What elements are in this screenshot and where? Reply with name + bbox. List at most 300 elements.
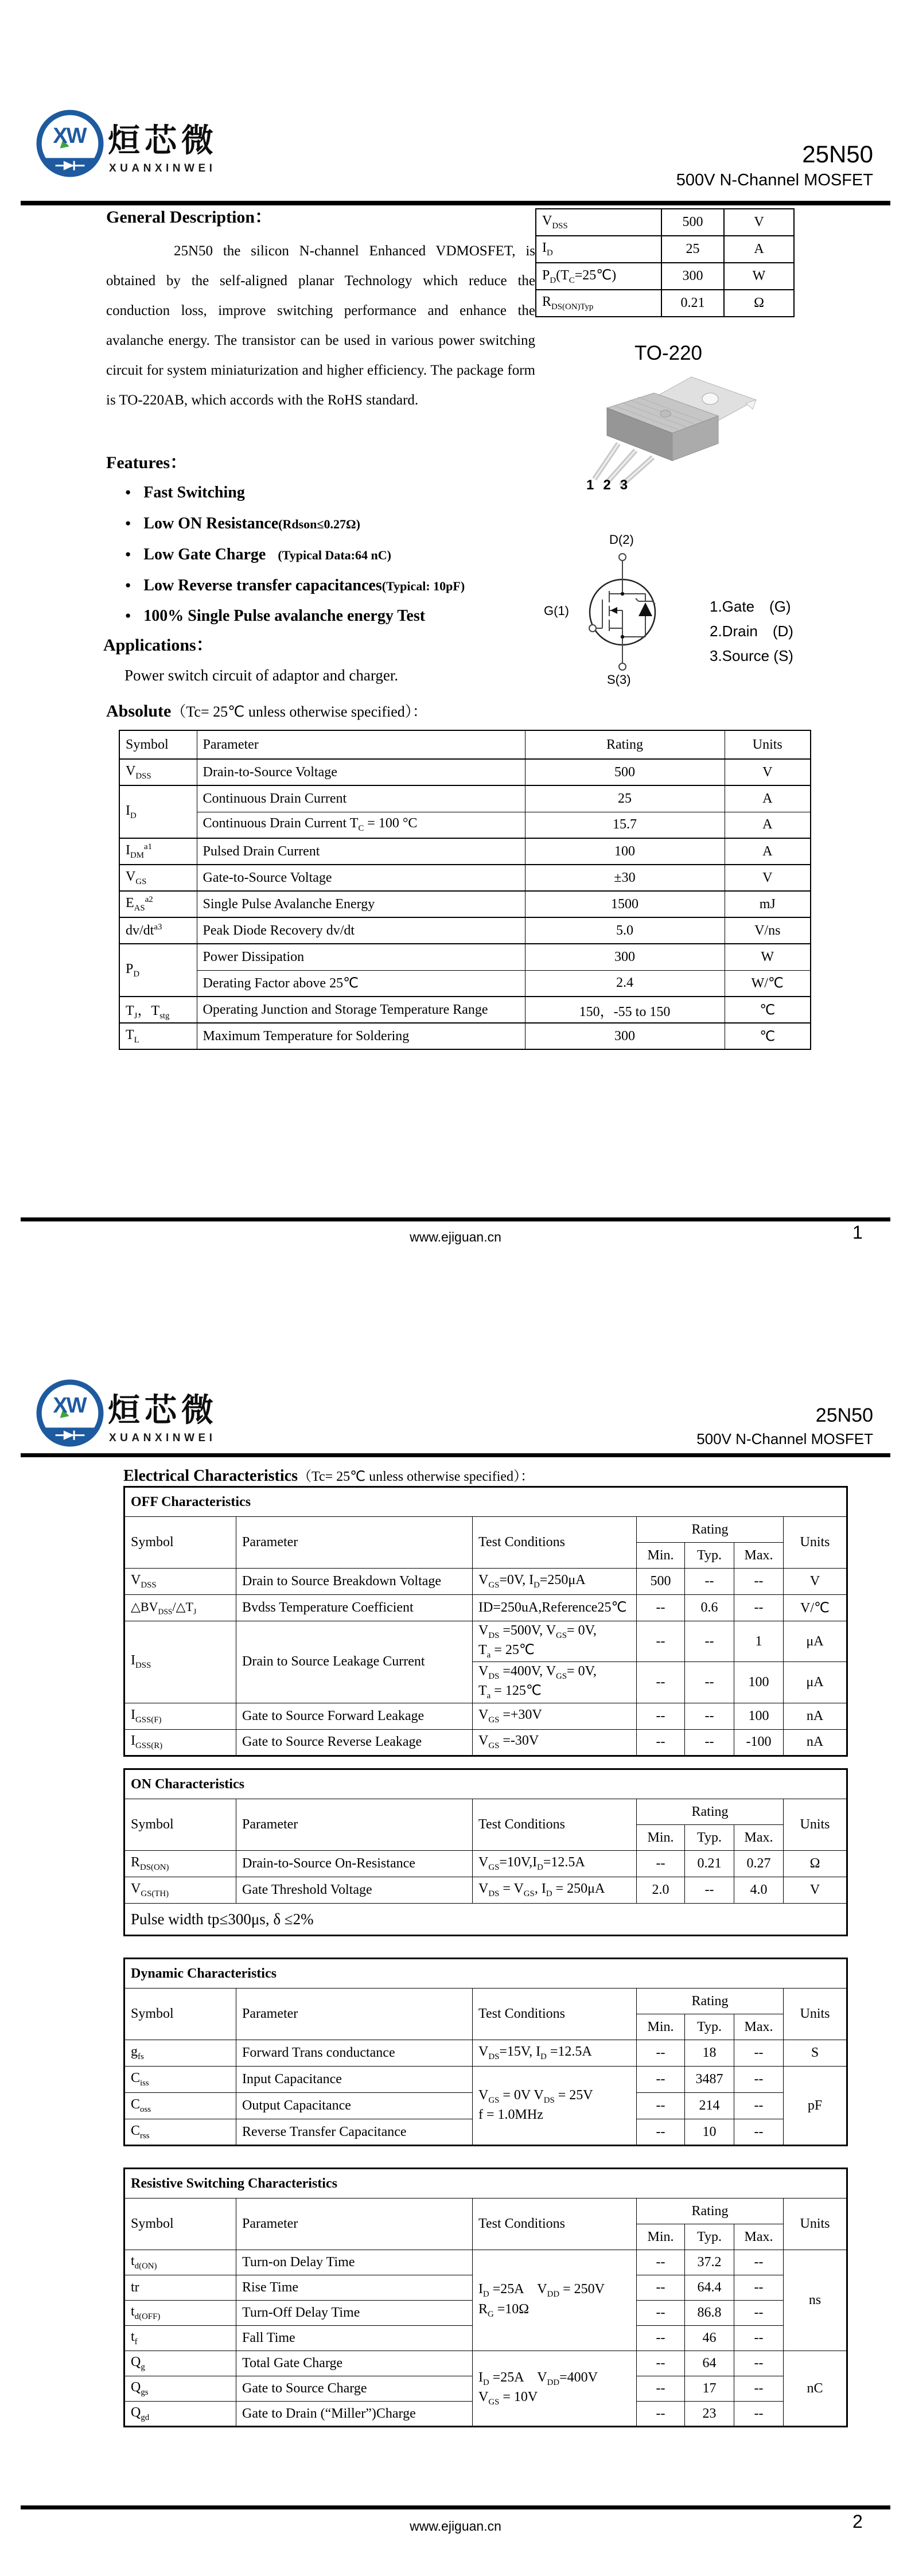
legend-item: 2.Drain (D) bbox=[710, 622, 793, 640]
units-cell: Ω bbox=[784, 1851, 847, 1877]
test-conditions-cell: $V_{GS}=10V,I_D=12.5A$ bbox=[473, 1851, 637, 1877]
company-logo bbox=[36, 109, 104, 178]
units-cell: nA bbox=[784, 1703, 847, 1729]
symbol-cell: $T_L$ bbox=[119, 1023, 197, 1049]
table-row bbox=[119, 944, 811, 970]
max-cell: -100 bbox=[734, 1729, 784, 1756]
units-cell: μA bbox=[784, 1662, 847, 1703]
package-pin-numbers bbox=[586, 477, 637, 493]
units-cell: W bbox=[725, 944, 811, 970]
units-cell: S bbox=[784, 2040, 847, 2067]
bullet-icon: ● bbox=[125, 548, 131, 559]
parameter-cell: Fall Time bbox=[236, 2326, 473, 2351]
test-conditions-cell: $I_D =25A$ $V_{DD}=400V$ $V_{GS} = 10V$ bbox=[473, 2351, 637, 2427]
header-typ: Typ. bbox=[685, 1825, 734, 1851]
part-subtitle: 500V N-Channel MOSFET bbox=[676, 171, 873, 189]
absolute-title bbox=[106, 700, 427, 722]
table-row bbox=[124, 2250, 847, 2275]
header-min: Min. bbox=[637, 1825, 685, 1851]
symbol-cell: $\triangle BV_{DSS}/\triangle T_J$ bbox=[124, 1595, 236, 1621]
symbol-cell: $I_{GSS(F)}$ bbox=[124, 1703, 236, 1729]
test-conditions-cell: $V_{DS} =400V$, $V_{GS}= 0V$, $T_a$ = 125℃ bbox=[473, 1662, 637, 1703]
max-cell: 100 bbox=[734, 1662, 784, 1703]
max-cell: -- bbox=[734, 2119, 784, 2146]
typ-cell: 18 bbox=[685, 2040, 734, 2067]
header-parameter: Parameter bbox=[236, 1517, 473, 1569]
header-units: Units bbox=[784, 1989, 847, 2040]
parameter-cell: Forward Trans conductance bbox=[236, 2040, 473, 2067]
header-units: Units bbox=[784, 2198, 847, 2250]
bullet-icon: ● bbox=[125, 610, 131, 621]
header-max: Max. bbox=[734, 1825, 784, 1851]
bullet-icon: ● bbox=[125, 579, 131, 590]
symbol-cell: $R_{DS(ON)Typ}$ bbox=[536, 290, 661, 317]
header-typ: Typ. bbox=[685, 2224, 734, 2250]
min-cell: -- bbox=[637, 2301, 685, 2326]
table-row bbox=[124, 1729, 847, 1756]
section-title: Resistive Switching Characteristics bbox=[124, 2169, 847, 2198]
parameter-cell: Gate to Source Forward Leakage bbox=[236, 1703, 473, 1729]
header-rule bbox=[21, 201, 890, 205]
table-row bbox=[536, 290, 794, 317]
header-units: Units bbox=[784, 1517, 847, 1569]
company-name-en: XUANXINWEI bbox=[109, 1432, 216, 1444]
rating-cell: 100 bbox=[525, 838, 725, 865]
symbol-cell: $I_D$ bbox=[536, 236, 661, 263]
typ-cell: -- bbox=[685, 1703, 734, 1729]
page-2 bbox=[0, 1288, 911, 2576]
parameter-cell: Peak Diode Recovery dv/dt bbox=[197, 917, 525, 944]
section-title: Dynamic Characteristics bbox=[124, 1959, 847, 1989]
max-cell: 4.0 bbox=[734, 1877, 784, 1904]
unit-cell: W bbox=[724, 263, 794, 290]
max-cell: -- bbox=[734, 2040, 784, 2067]
bullet-icon: ● bbox=[125, 487, 131, 497]
symbol-cell: $dv/dt^{a3}$ bbox=[119, 917, 197, 944]
parameter-cell: Gate-to-Source Voltage bbox=[197, 865, 525, 891]
parameter-cell: Gate to Source Charge bbox=[236, 2376, 473, 2402]
rating-cell: 1500 bbox=[525, 891, 725, 917]
min-cell: 2.0 bbox=[637, 1877, 685, 1904]
max-cell: -- bbox=[734, 2402, 784, 2427]
rating-cell: 5.0 bbox=[525, 917, 725, 944]
max-cell: -- bbox=[734, 2326, 784, 2351]
table-row bbox=[119, 891, 811, 917]
section-header-row bbox=[124, 1959, 847, 1989]
min-cell: -- bbox=[637, 2351, 685, 2376]
symbol-cell: $V_{DSS}$ bbox=[536, 209, 661, 236]
page-number: 2 bbox=[852, 2511, 863, 2532]
max-cell: -- bbox=[734, 2376, 784, 2402]
symbol-cell: $C_{oss}$ bbox=[124, 2093, 236, 2119]
header-symbol: Symbol bbox=[124, 1989, 236, 2040]
absolute-ratings-table bbox=[119, 730, 811, 1050]
test-conditions-cell: $V_{DS} = V_{GS}$, $I_D = 250\mu A$ bbox=[473, 1877, 637, 1904]
resistive-switching-table bbox=[123, 2168, 848, 2427]
header-symbol: Symbol bbox=[124, 1517, 236, 1569]
typ-cell: -- bbox=[685, 1729, 734, 1756]
pin-number: 2 bbox=[603, 477, 611, 493]
header-test-conditions: Test Conditions bbox=[473, 2198, 637, 2250]
header-test-conditions: Test Conditions bbox=[473, 1799, 637, 1851]
header-min: Min. bbox=[637, 2014, 685, 2040]
package-image bbox=[574, 370, 763, 493]
typ-cell: 64.4 bbox=[685, 2275, 734, 2301]
min-cell: -- bbox=[637, 2275, 685, 2301]
table-row bbox=[536, 263, 794, 290]
typ-cell: 3487 bbox=[685, 2067, 734, 2093]
parameter-cell: Drain to Source Leakage Current bbox=[236, 1621, 473, 1703]
table-header-row bbox=[124, 1799, 847, 1825]
units-cell: mJ bbox=[725, 891, 811, 917]
footer-website: www.ejiguan.cn bbox=[410, 2519, 501, 2534]
section-header-row bbox=[124, 1769, 847, 1799]
typ-cell: 37.2 bbox=[685, 2250, 734, 2275]
on-characteristics-table bbox=[123, 1768, 848, 1936]
parameter-cell: Rise Time bbox=[236, 2275, 473, 2301]
header-max: Max. bbox=[734, 2224, 784, 2250]
header-max: Max. bbox=[734, 2014, 784, 2040]
units-cell: μA bbox=[784, 1621, 847, 1662]
symbol-cell: tr bbox=[124, 2275, 236, 2301]
section-header-row bbox=[124, 1487, 847, 1517]
symbol-cell: $I_D$ bbox=[119, 785, 197, 838]
part-number: 25N50 bbox=[802, 141, 873, 168]
rating-cell: 500 bbox=[525, 759, 725, 785]
units-cell: V/℃ bbox=[784, 1595, 847, 1621]
header-rating: Rating bbox=[637, 2198, 784, 2224]
value-cell: 25 bbox=[661, 236, 724, 263]
table-row bbox=[119, 759, 811, 785]
parameter-cell: Drain-to-Source Voltage bbox=[197, 759, 525, 785]
general-description-body: 25N50 the silicon N-channel Enhanced VDMOSFET, is obtained by the self-aligned planar Technology which reduce the conduction loss, improve switching performance and enhance the avalanche energy. The transistor can be used in various power switching circuit for system miniaturization and higher efficiency. The package form is TO-220AB, which accords with the RoHS standard. bbox=[106, 243, 535, 408]
header-max: Max. bbox=[734, 1543, 784, 1569]
units-cell: ℃ bbox=[725, 1023, 811, 1049]
max-cell: -- bbox=[734, 2093, 784, 2119]
units-cell: A bbox=[725, 838, 811, 865]
header-typ: Typ. bbox=[685, 2014, 734, 2040]
units-cell: nC bbox=[784, 2351, 847, 2427]
max-cell: -- bbox=[734, 2275, 784, 2301]
parameter-cell: Total Gate Charge bbox=[236, 2351, 473, 2376]
header-min: Min. bbox=[637, 2224, 685, 2250]
rating-cell: 2.4 bbox=[525, 970, 725, 997]
parameter-cell: Pulsed Drain Current bbox=[197, 838, 525, 865]
rating-cell: ±30 bbox=[525, 865, 725, 891]
table-row bbox=[124, 2067, 847, 2093]
test-conditions-cell: $I_D =25A$ $V_{DD} = 250V$ $R_G =10\Omega$ bbox=[473, 2250, 637, 2351]
min-cell: -- bbox=[637, 1662, 685, 1703]
footer-rule bbox=[21, 1217, 890, 1221]
legend-item: 3.Source (S) bbox=[710, 647, 793, 664]
units-cell: V bbox=[784, 1877, 847, 1904]
typ-cell: 64 bbox=[685, 2351, 734, 2376]
header-symbol: Symbol bbox=[124, 2198, 236, 2250]
feature-item bbox=[125, 515, 360, 533]
applications-title: Applications： bbox=[103, 636, 213, 655]
typ-cell: -- bbox=[685, 1662, 734, 1703]
pin-number: 1 bbox=[586, 477, 594, 493]
header-symbol: Symbol bbox=[124, 1799, 236, 1851]
parameter-cell: Reverse Transfer Capacitance bbox=[236, 2119, 473, 2146]
unit-cell: Ω bbox=[724, 290, 794, 317]
parameter-cell: Gate to Source Reverse Leakage bbox=[236, 1729, 473, 1756]
electrical-characteristics-title bbox=[123, 1465, 534, 1485]
units-cell: W/℃ bbox=[725, 970, 811, 997]
symbol-cell: $R_{DS(ON)}$ bbox=[124, 1851, 236, 1877]
parameter-cell: Power Dissipation bbox=[197, 944, 525, 970]
test-conditions-cell: $V_{GS} = 0V$ $V_{DS} = 25V$ f = 1.0MHz bbox=[473, 2067, 637, 2146]
symbol-cell: $V_{DSS}$ bbox=[119, 759, 197, 785]
parameter-cell: Single Pulse Avalanche Energy bbox=[197, 891, 525, 917]
logo-monogram: XW bbox=[53, 124, 86, 148]
absolute-title-bold: Absolute bbox=[106, 702, 172, 721]
table-header-row bbox=[124, 2198, 847, 2224]
table-row bbox=[119, 997, 811, 1023]
symbol-cell: $I_{DSS}$ bbox=[124, 1621, 236, 1703]
spec-summary-table bbox=[535, 208, 795, 317]
units-cell: V bbox=[725, 865, 811, 891]
parameter-cell: Input Capacitance bbox=[236, 2067, 473, 2093]
max-cell: 1 bbox=[734, 1621, 784, 1662]
symbol-cell: $P_D$ bbox=[119, 944, 197, 997]
company-name-cn: 烜芯微 bbox=[108, 1393, 218, 1429]
header-rating: Rating bbox=[637, 1989, 784, 2014]
min-cell: 500 bbox=[637, 1569, 685, 1595]
symbol-cell: $V_{DSS}$ bbox=[124, 1569, 236, 1595]
max-cell: -- bbox=[734, 1595, 784, 1621]
symbol-cell: $g_{fs}$ bbox=[124, 2040, 236, 2067]
rating-cell: 25 bbox=[525, 785, 725, 812]
feature-item bbox=[125, 546, 391, 564]
units-cell: A bbox=[725, 812, 811, 838]
feature-item bbox=[125, 484, 245, 502]
company-logo bbox=[36, 1379, 104, 1447]
header-rating: Rating bbox=[525, 730, 725, 759]
symbol-cell: $C_{rss}$ bbox=[124, 2119, 236, 2146]
test-conditions-cell: $V_{GS}=0V$, $I_D=250\mu A$ bbox=[473, 1569, 637, 1595]
feature-item bbox=[125, 577, 465, 595]
header-rating: Rating bbox=[637, 1517, 784, 1543]
header-test-conditions: Test Conditions bbox=[473, 1989, 637, 2040]
header-typ: Typ. bbox=[685, 1543, 734, 1569]
table-row bbox=[124, 1851, 847, 1877]
table-row bbox=[124, 1595, 847, 1621]
feature-item bbox=[125, 607, 425, 625]
feature-text: 100% Single Pulse avalanche energy Test bbox=[143, 607, 426, 625]
header-test-conditions: Test Conditions bbox=[473, 1517, 637, 1569]
parameter-cell: Maximum Temperature for Soldering bbox=[197, 1023, 525, 1049]
table-header-row bbox=[124, 1989, 847, 2014]
rating-cell: 300 bbox=[525, 944, 725, 970]
units-cell: V/ns bbox=[725, 917, 811, 944]
typ-cell: -- bbox=[685, 1569, 734, 1595]
table-row bbox=[124, 2351, 847, 2376]
dynamic-characteristics-table bbox=[123, 1958, 848, 2146]
max-cell: -- bbox=[734, 2067, 784, 2093]
typ-cell: 10 bbox=[685, 2119, 734, 2146]
max-cell: -- bbox=[734, 1569, 784, 1595]
page-number: 1 bbox=[852, 1222, 863, 1243]
symbol-cell: $Q_{gd}$ bbox=[124, 2402, 236, 2427]
typ-cell: 214 bbox=[685, 2093, 734, 2119]
max-cell: 100 bbox=[734, 1703, 784, 1729]
min-cell: -- bbox=[637, 1703, 685, 1729]
parameter-cell: Gate Threshold Voltage bbox=[236, 1877, 473, 1904]
section-title: ON Characteristics bbox=[124, 1769, 847, 1799]
max-cell: -- bbox=[734, 2351, 784, 2376]
gate-pin-label: G(1) bbox=[544, 604, 569, 618]
feature-text: Low Reverse transfer capacitances(Typical: 10pF) bbox=[143, 577, 465, 594]
company-name-en: XUANXINWEI bbox=[109, 162, 216, 174]
header-min: Min. bbox=[637, 1543, 685, 1569]
ec-title-bold: Electrical Characteristics bbox=[123, 1467, 298, 1485]
pin-number: 3 bbox=[620, 477, 628, 493]
applications-body: Power switch circuit of adaptor and charger. bbox=[124, 667, 399, 684]
table-row bbox=[124, 1877, 847, 1904]
parameter-cell: Turn-Off Delay Time bbox=[236, 2301, 473, 2326]
typ-cell: 46 bbox=[685, 2326, 734, 2351]
table-header-row bbox=[119, 730, 811, 759]
typ-cell: -- bbox=[685, 1621, 734, 1662]
min-cell: -- bbox=[637, 2067, 685, 2093]
parameter-cell: Drain-to-Source On-Resistance bbox=[236, 1851, 473, 1877]
rating-cell: 150，-55 to 150 bbox=[525, 997, 725, 1023]
symbol-cell: $E_{AS}^{a2}$ bbox=[119, 891, 197, 917]
parameter-cell: Continuous Drain Current $T_C = 100$ °C bbox=[197, 812, 525, 838]
test-conditions-cell: $V_{GS} =+30V$ bbox=[473, 1703, 637, 1729]
logo-monogram: XW bbox=[53, 1394, 86, 1418]
package-name: TO-220 bbox=[634, 342, 703, 364]
general-description-title: General Description： bbox=[106, 208, 272, 227]
min-cell: -- bbox=[637, 2093, 685, 2119]
table-row bbox=[119, 865, 811, 891]
value-cell: 0.21 bbox=[661, 290, 724, 317]
section-title: OFF Characteristics bbox=[124, 1487, 847, 1517]
units-cell: V bbox=[725, 759, 811, 785]
unit-cell: A bbox=[724, 236, 794, 263]
typ-cell: 0.6 bbox=[685, 1595, 734, 1621]
table-row bbox=[124, 2040, 847, 2067]
table-row bbox=[124, 1703, 847, 1729]
typ-cell: -- bbox=[685, 1877, 734, 1904]
min-cell: -- bbox=[637, 1729, 685, 1756]
feature-text: Low Gate Charge (Typical Data:64 nC) bbox=[143, 546, 391, 563]
header-parameter: Parameter bbox=[236, 1799, 473, 1851]
max-cell: -- bbox=[734, 2250, 784, 2275]
symbol-cell: $C_{iss}$ bbox=[124, 2067, 236, 2093]
header-rating: Rating bbox=[637, 1799, 784, 1825]
source-pin-label: S(3) bbox=[607, 672, 631, 687]
table-row bbox=[536, 209, 794, 236]
max-cell: 0.27 bbox=[734, 1851, 784, 1877]
bullet-icon: ● bbox=[125, 517, 131, 528]
test-conditions-cell: $V_{GS} =-30V$ bbox=[473, 1729, 637, 1756]
table-row bbox=[119, 812, 811, 838]
header-units: Units bbox=[784, 1799, 847, 1851]
parameter-cell: Bvdss Temperature Coefficient bbox=[236, 1595, 473, 1621]
max-cell: -- bbox=[734, 2301, 784, 2326]
min-cell: -- bbox=[637, 2250, 685, 2275]
table-row bbox=[119, 785, 811, 812]
min-cell: -- bbox=[637, 1621, 685, 1662]
table-header-row bbox=[124, 1517, 847, 1543]
part-subtitle: 500V N-Channel MOSFET bbox=[696, 1430, 873, 1447]
min-cell: -- bbox=[637, 1595, 685, 1621]
rating-cell: 15.7 bbox=[525, 812, 725, 838]
symbol-cell: $I_{GSS(R)}$ bbox=[124, 1729, 236, 1756]
test-conditions-cell: ID=250uA,Reference25℃ bbox=[473, 1595, 637, 1621]
header-parameter: Parameter bbox=[236, 2198, 473, 2250]
parameter-cell: Turn-on Delay Time bbox=[236, 2250, 473, 2275]
symbol-cell: $P_D(T_C=25℃)$ bbox=[536, 263, 661, 290]
typ-cell: 86.8 bbox=[685, 2301, 734, 2326]
parameter-cell: Derating Factor above 25℃ bbox=[197, 970, 525, 997]
units-cell: nA bbox=[784, 1729, 847, 1756]
value-cell: 300 bbox=[661, 263, 724, 290]
symbol-cell: $T_J$，$T_{stg}$ bbox=[119, 997, 197, 1023]
symbol-cell: $Q_{gs}$ bbox=[124, 2376, 236, 2402]
table-row bbox=[119, 917, 811, 944]
header-units: Units bbox=[725, 730, 811, 759]
value-cell: 500 bbox=[661, 209, 724, 236]
test-conditions-cell: $V_{DS}=15V$, $I_D =12.5A$ bbox=[473, 2040, 637, 2067]
footer-rule bbox=[21, 2505, 890, 2509]
typ-cell: 17 bbox=[685, 2376, 734, 2402]
min-cell: -- bbox=[637, 1851, 685, 1877]
parameter-cell: Gate to Drain (“Miller”)Charge bbox=[236, 2402, 473, 2427]
symbol-cell: $I_{DM}^{a1}$ bbox=[119, 838, 197, 865]
parameter-cell: Continuous Drain Current bbox=[197, 785, 525, 812]
feature-text: Low ON Resistance(Rdson≤0.27Ω) bbox=[143, 515, 360, 532]
test-conditions-cell: $V_{DS} =500V$, $V_{GS}= 0V$, $T_a$ = 25℃ bbox=[473, 1621, 637, 1662]
part-number: 25N50 bbox=[815, 1404, 873, 1426]
symbol-cell: $V_{GS(TH)}$ bbox=[124, 1877, 236, 1904]
ec-title-rest: （Tc= 25℃ unless otherwise specified）： bbox=[297, 1469, 535, 1484]
units-cell: V bbox=[784, 1569, 847, 1595]
min-cell: -- bbox=[637, 2119, 685, 2146]
table-row bbox=[124, 1621, 847, 1662]
min-cell: -- bbox=[637, 2402, 685, 2427]
table-row bbox=[124, 1569, 847, 1595]
parameter-cell: Drain to Source Breakdown Voltage bbox=[236, 1569, 473, 1595]
off-characteristics-table bbox=[123, 1486, 848, 1757]
rating-cell: 300 bbox=[525, 1023, 725, 1049]
typ-cell: 0.21 bbox=[685, 1851, 734, 1877]
symbol-cell: $V_{GS}$ bbox=[119, 865, 197, 891]
pulse-width-note: Pulse width tp≤300μs, δ ≤2% bbox=[124, 1904, 847, 1936]
table-row bbox=[119, 1023, 811, 1049]
header-parameter: Parameter bbox=[236, 1989, 473, 2040]
company-name-cn: 烜芯微 bbox=[108, 123, 218, 159]
typ-cell: 23 bbox=[685, 2402, 734, 2427]
section-header-row bbox=[124, 2169, 847, 2198]
header-symbol: Symbol bbox=[119, 730, 197, 759]
symbol-cell: $t_{d(OFF)}$ bbox=[124, 2301, 236, 2326]
header-rule bbox=[21, 1453, 890, 1457]
unit-cell: V bbox=[724, 209, 794, 236]
units-cell: A bbox=[725, 785, 811, 812]
table-row bbox=[119, 970, 811, 997]
legend-item: 1.Gate (G) bbox=[710, 598, 791, 615]
min-cell: -- bbox=[637, 2376, 685, 2402]
table-row bbox=[119, 838, 811, 865]
symbol-cell: $t_f$ bbox=[124, 2326, 236, 2351]
pin-legend bbox=[710, 594, 793, 668]
symbol-cell: $Q_g$ bbox=[124, 2351, 236, 2376]
table-note-row bbox=[124, 1904, 847, 1936]
min-cell: -- bbox=[637, 2326, 685, 2351]
